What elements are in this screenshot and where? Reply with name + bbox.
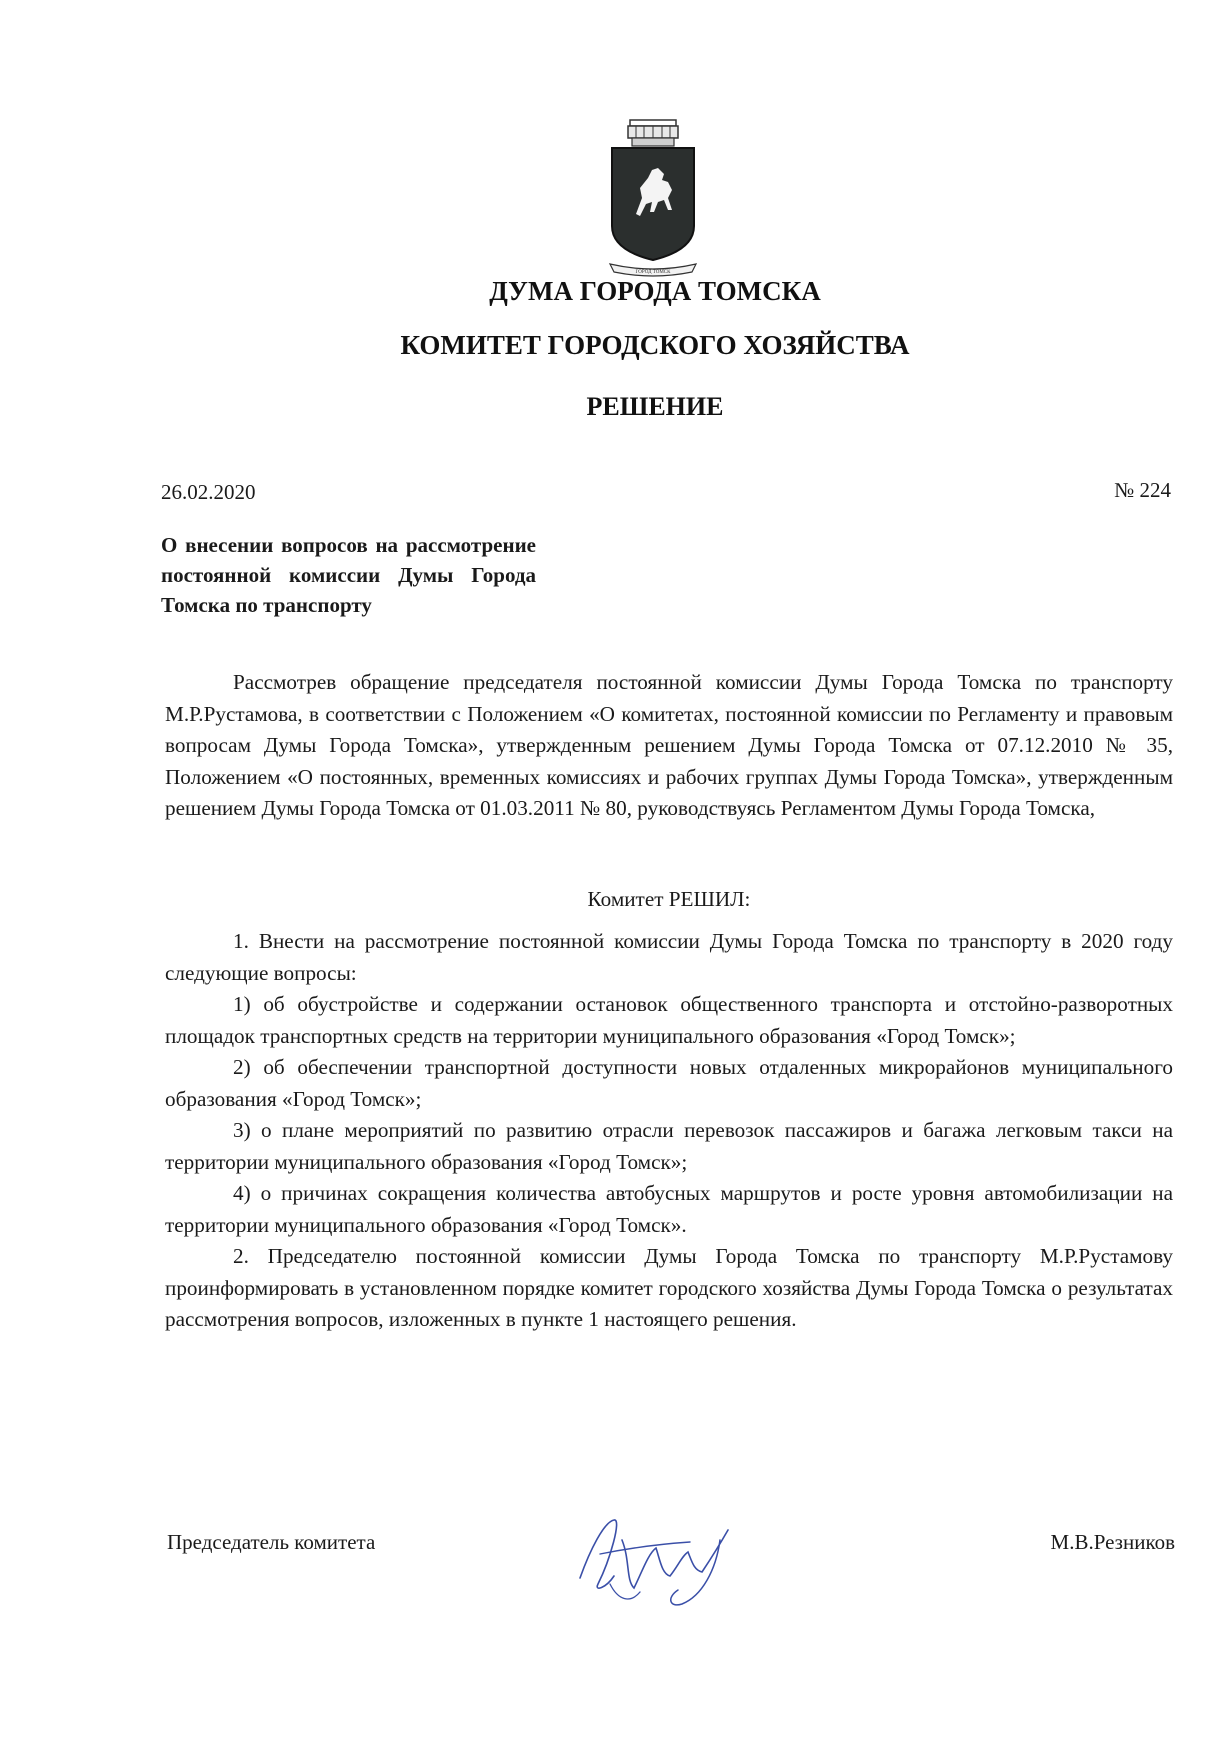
signatory-name: М.В.Резников — [1050, 1530, 1175, 1554]
decision-item-1: 1. Внести на рассмотрение постоянной комиссии Думы Города Томска по транспорту в 2020 году следующие вопросы: — [165, 929, 1173, 985]
decision-subitem-1: 1) об обустройстве и содержании остановок общественного транспорта и отстойно-разворотных площадок транспортных средств на территории муниципального образования «Город Томск»; — [165, 992, 1173, 1048]
document-date: 26.02.2020 — [161, 480, 256, 504]
document-subject: О внесении вопросов на рассмотрение постоянной комиссии Думы Города Томска по транспорту — [161, 533, 536, 617]
preamble-block — [165, 667, 1173, 825]
decision-items — [165, 926, 1173, 1336]
decision-subitem-3: 3) о плане мероприятий по развитию отрасли перевозок пассажиров и багажа легковым такси на территории муниципального образования «Город Томск»; — [165, 1118, 1173, 1174]
crest-ribbon-text: ГОРОД ТОМСК — [635, 270, 671, 275]
preamble-paragraph: Рассмотрев обращение председателя постоянной комиссии Думы Города Томска по транспорту М.Р.Рустамова, в соответствии с Положением «О комитетах, постоянной комиссии по Регламенту и правовым вопросам Думы Города Томска», утвержденным решением Думы Города Томска от 07.12.2010 № 35, Положением «О постоянных, временных комиссиях и рабочих группах Думы Города Томска», утвержденным решением Думы Города Томска от 01.03.2011 № 80, руководствуясь Регламентом Думы Города Томска, — [165, 670, 1173, 820]
decision-subitem-2: 2) об обеспечении транспортной доступности новых отдаленных микрорайонов муниципального образования «Город Томск»; — [165, 1055, 1173, 1111]
decision-item-2: 2. Председателю постоянной комиссии Думы Города Томска по транспорту М.Р.Рустамову проинформировать в установленном порядке комитет городского хозяйства Думы Города Томска о результатах рассмотрения вопросов, изложенных в пункте 1 настоящего решения. — [165, 1244, 1173, 1331]
handwritten-signature-icon — [570, 1500, 760, 1610]
decision-heading-block — [165, 884, 1173, 916]
committee-title: КОМИТЕТ ГОРОДСКОГО ХОЗЯЙСТВА — [400, 330, 910, 360]
decision-subitem-4: 4) о причинах сокращения количества автобусных маршрутов и росте уровня автомобилизации на территории муниципального образования «Город Томск». — [165, 1181, 1173, 1237]
organization-title: ДУМА ГОРОДА ТОМСКА — [489, 276, 821, 306]
decision-heading: Комитет РЕШИЛ: — [587, 887, 751, 911]
signatory-role: Председатель комитета — [167, 1530, 376, 1554]
document-type-title: РЕШЕНИЕ — [586, 392, 724, 421]
document-number: № 224 — [1114, 478, 1171, 502]
tomsk-city-coat-of-arms-icon — [606, 118, 700, 278]
